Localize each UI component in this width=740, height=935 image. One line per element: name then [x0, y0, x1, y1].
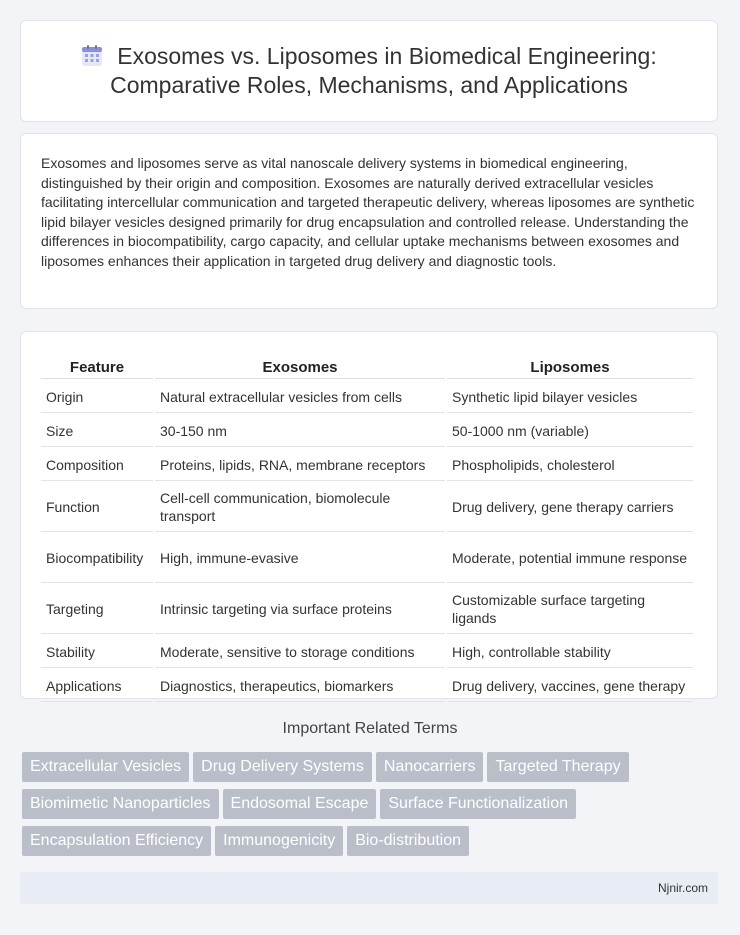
- table-row: [41, 534, 693, 583]
- feature-cell: Origin: [41, 381, 153, 413]
- feature-cell: Targeting: [41, 585, 153, 634]
- table-row: [41, 670, 693, 702]
- exosomes-cell: High, immune-evasive: [155, 534, 445, 583]
- table-row: [41, 415, 693, 447]
- header-feature: Feature: [41, 354, 153, 379]
- table-row: [41, 585, 693, 634]
- tag-endosomal-escape[interactable]: Endosomal Escape: [223, 789, 377, 819]
- table-header-row: [41, 354, 693, 379]
- feature-cell: Composition: [41, 449, 153, 481]
- feature-cell: Biocompatibility: [41, 534, 153, 583]
- liposomes-cell: High, controllable stability: [447, 636, 693, 668]
- title-line-1: Exosomes vs. Liposomes in Biomedical Engineering:: [117, 43, 657, 69]
- exosomes-cell: Intrinsic targeting via surface proteins: [155, 585, 445, 634]
- exosomes-cell: Natural extracellular vesicles from cells: [155, 381, 445, 413]
- footer: [20, 872, 718, 904]
- liposomes-cell: Synthetic lipid bilayer vesicles: [447, 381, 693, 413]
- feature-cell: Stability: [41, 636, 153, 668]
- tag-immunogenicity[interactable]: Immunogenicity: [215, 826, 343, 856]
- liposomes-cell: Phospholipids, cholesterol: [447, 449, 693, 481]
- tag-biomimetic-nanoparticles[interactable]: Biomimetic Nanoparticles: [22, 789, 219, 819]
- page-title: [81, 42, 657, 100]
- table-row: [41, 636, 693, 668]
- tag-drug-delivery-systems[interactable]: Drug Delivery Systems: [193, 752, 372, 782]
- calendar-grid-icon: [81, 45, 103, 67]
- tag-targeted-therapy[interactable]: Targeted Therapy: [487, 752, 628, 782]
- table-row: [41, 381, 693, 413]
- feature-cell: Function: [41, 483, 153, 532]
- table-row: [41, 449, 693, 481]
- tag-nanocarriers[interactable]: Nanocarriers: [376, 752, 484, 782]
- header-exosomes: Exosomes: [155, 354, 445, 379]
- related-terms-list: [22, 752, 722, 863]
- comparison-table: [39, 352, 695, 704]
- table-row: [41, 483, 693, 532]
- tag-extracellular-vesicles[interactable]: Extracellular Vesicles: [22, 752, 189, 782]
- liposomes-cell: 50-1000 nm (variable): [447, 415, 693, 447]
- exosomes-cell: 30-150 nm: [155, 415, 445, 447]
- intro-paragraph: Exosomes and liposomes serve as vital nanoscale delivery systems in biomedical engineering, distinguished by their origin and composition. Exosomes are naturally derived extracellular vesicles facilitating intercellular communication and targeted therapeutic delivery, whereas liposomes are synthetic lipid bilayer vesicles designed primarily for drug encapsulation and controlled release. Understanding the differences in biocompatibility, cargo capacity, and cellular uptake mechanisms between exosomes and liposomes enhances their application in targeted drug delivery and diagnostic tools.: [41, 155, 695, 269]
- footer-site-link[interactable]: Njnir.com: [657, 881, 708, 895]
- liposomes-cell: Customizable surface targeting ligands: [447, 585, 693, 634]
- exosomes-cell: Moderate, sensitive to storage conditions: [155, 636, 445, 668]
- title-line-2: Comparative Roles, Mechanisms, and Applications: [110, 72, 628, 98]
- exosomes-cell: Proteins, lipids, RNA, membrane receptors: [155, 449, 445, 481]
- comparison-table-card: [20, 331, 718, 699]
- tag-encapsulation-efficiency[interactable]: Encapsulation Efficiency: [22, 826, 211, 856]
- header-liposomes: Liposomes: [447, 354, 693, 379]
- liposomes-cell: Drug delivery, gene therapy carriers: [447, 483, 693, 532]
- tag-surface-functionalization[interactable]: Surface Functionalization: [380, 789, 576, 819]
- liposomes-cell: Drug delivery, vaccines, gene therapy: [447, 670, 693, 702]
- exosomes-cell: Cell-cell communication, biomolecule transport: [155, 483, 445, 532]
- related-terms-title: Important Related Terms: [282, 720, 458, 737]
- tag-bio-distribution[interactable]: Bio-distribution: [347, 826, 469, 856]
- intro-card: [20, 133, 718, 309]
- feature-cell: Applications: [41, 670, 153, 702]
- feature-cell: Size: [41, 415, 153, 447]
- title-card: [20, 20, 718, 122]
- exosomes-cell: Diagnostics, therapeutics, biomarkers: [155, 670, 445, 702]
- liposomes-cell: Moderate, potential immune response: [447, 534, 693, 583]
